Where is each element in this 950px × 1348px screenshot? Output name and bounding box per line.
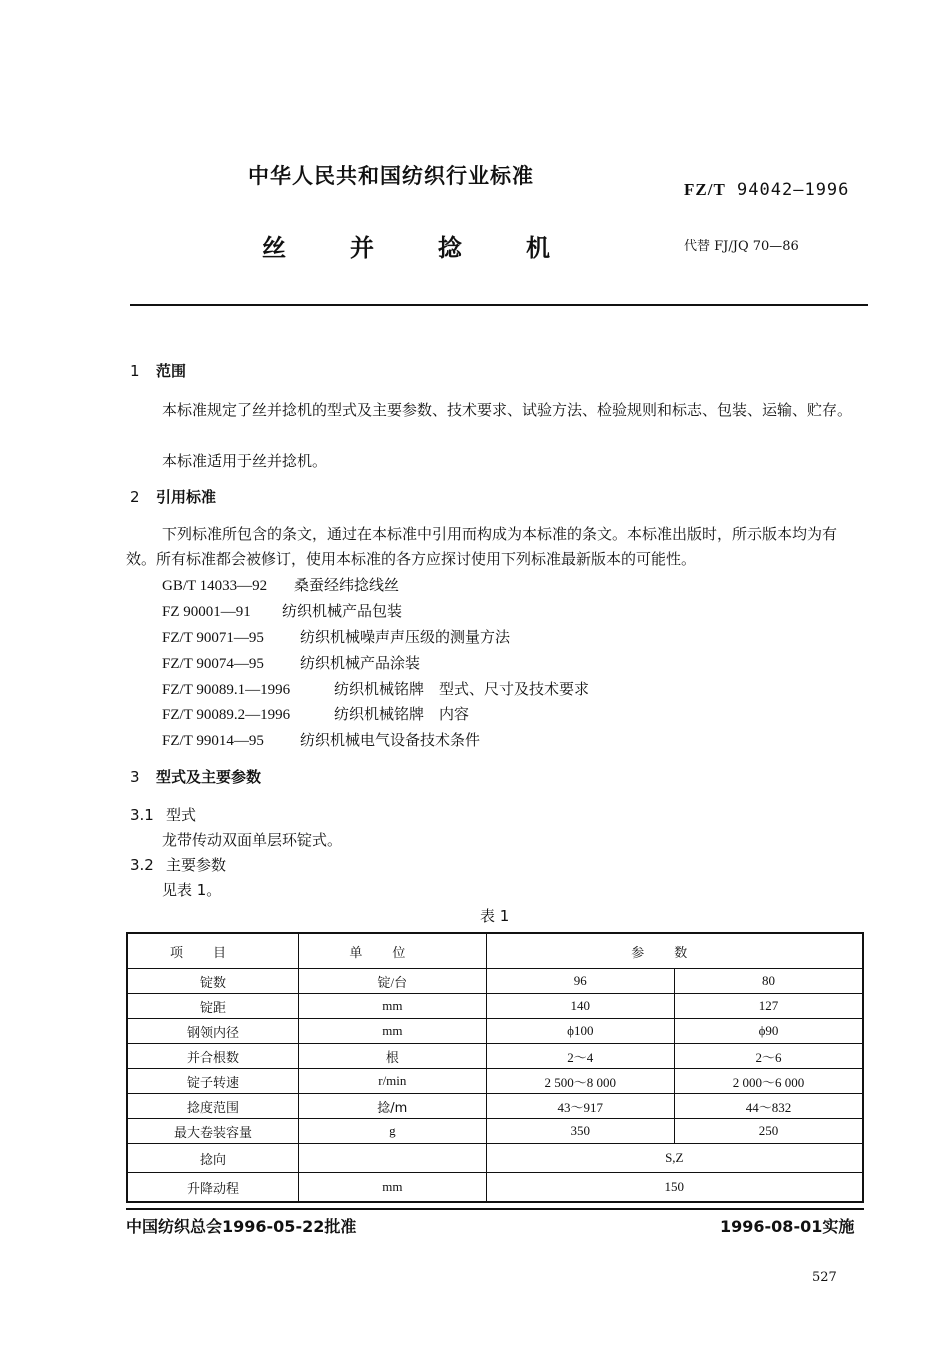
reference-title: 桑蚕经纬捻线丝 xyxy=(294,576,400,594)
reference-title: 纺织机械铭牌 内容 xyxy=(334,705,470,723)
section-2-para-1: 下列标准所包含的条文，通过在本标准中引用而构成为本标准的条文。本标准出版时，所示版本均为有效。所有标准都会被修订，使用本标准的各方应探讨使用下列标准最新版本的可能性。 xyxy=(126,525,838,568)
cell-item: 并合根数 xyxy=(127,1044,299,1069)
cell-unit: 根 xyxy=(299,1044,487,1069)
cell-value-1: 2 500～8 000 xyxy=(486,1069,674,1094)
reference-title: 纺织机械产品包装 xyxy=(282,602,403,620)
cell-item: 捻度范围 xyxy=(127,1094,299,1119)
reference-item xyxy=(162,626,510,647)
section-1-heading xyxy=(130,360,186,381)
reference-item xyxy=(162,703,469,724)
header-item: 项目 xyxy=(127,933,299,969)
section-2-heading xyxy=(130,486,216,507)
cell-item: 钢领内径 xyxy=(127,1019,299,1044)
table-row xyxy=(127,1144,863,1173)
cell-unit: 锭/台 xyxy=(299,969,487,994)
cell-value-2: ϕ90 xyxy=(675,1019,863,1044)
reference-title: 纺织机械铭牌 型式、尺寸及技术要求 xyxy=(334,680,590,698)
subsection-3-1-title: 型式 xyxy=(166,806,197,824)
cell-value-1: 96 xyxy=(486,969,674,994)
cell-merged-value: S,Z xyxy=(486,1144,863,1173)
table-row xyxy=(127,1044,863,1069)
cell-unit: 捻/m xyxy=(299,1094,487,1119)
table-row xyxy=(127,1069,863,1094)
reference-title: 纺织机械产品涂装 xyxy=(300,654,421,672)
cell-value-1: ϕ100 xyxy=(486,1019,674,1044)
table-row xyxy=(127,1119,863,1144)
reference-code: FZ/T 90071—95 xyxy=(162,630,264,646)
section-1-title: 范围 xyxy=(156,362,187,380)
standard-number xyxy=(684,180,849,200)
cell-value-2: 127 xyxy=(675,994,863,1019)
reference-item xyxy=(162,600,402,621)
reference-code: FZ 90001—91 xyxy=(162,604,251,620)
cell-value-2: 80 xyxy=(675,969,863,994)
table-caption: 表 1 xyxy=(480,907,510,925)
table-row xyxy=(127,1094,863,1119)
reference-code: FZ/T 90089.2—1996 xyxy=(162,707,291,723)
subsection-3-2-number: 3.2 xyxy=(130,856,154,874)
parameters-table xyxy=(126,932,864,1203)
cell-item: 最大卷装容量 xyxy=(127,1119,299,1144)
subsection-3-2-title: 主要参数 xyxy=(166,856,227,874)
subsection-3-1-number: 3.1 xyxy=(130,806,154,824)
cell-value-2: 2 000～6 000 xyxy=(675,1069,863,1094)
reference-title: 纺织机械电气设备技术条件 xyxy=(300,731,481,749)
subsection-3-2-text: 见表 1。 xyxy=(162,881,222,899)
header-unit: 单位 xyxy=(299,933,487,969)
cell-item: 升降动程 xyxy=(127,1173,299,1203)
cell-unit: mm xyxy=(299,1019,487,1044)
reference-item xyxy=(162,574,399,595)
effective-date: 1996-08-01实施 xyxy=(720,1217,855,1236)
cell-value-1: 2～4 xyxy=(486,1044,674,1069)
subsection-3-1-text: 龙带传动双面单层环锭式。 xyxy=(162,831,343,849)
section-3-number: 3 xyxy=(130,768,140,786)
section-3-heading xyxy=(130,766,261,787)
header-params: 参数 xyxy=(486,933,863,969)
section-2-title: 引用标准 xyxy=(156,488,217,506)
footer-divider xyxy=(126,1208,864,1210)
cell-unit: g xyxy=(299,1119,487,1144)
table-row xyxy=(127,994,863,1019)
cell-value-2: 250 xyxy=(675,1119,863,1144)
cell-unit: mm xyxy=(299,1173,487,1203)
replaces-standard: 代替 FJ/JQ 70—86 xyxy=(684,239,799,254)
approval-date: 中国纺织总会1996-05-22批准 xyxy=(126,1217,357,1236)
cell-merged-value: 150 xyxy=(486,1173,863,1203)
reference-item xyxy=(162,678,589,699)
table-row xyxy=(127,1173,863,1203)
section-1-para-1: 本标准规定了丝并捻机的型式及主要参数、技术要求、试验方法、检验规则和标志、包装、运输、贮存。 xyxy=(162,401,853,419)
table-row xyxy=(127,1019,863,1044)
organization-title: 中华人民共和国纺织行业标准 xyxy=(248,164,534,188)
page-number: 527 xyxy=(812,1270,837,1285)
section-2-number: 2 xyxy=(130,488,140,506)
reference-code: FZ/T 99014—95 xyxy=(162,733,264,749)
reference-item xyxy=(162,729,480,750)
cell-value-1: 350 xyxy=(486,1119,674,1144)
cell-value-1: 140 xyxy=(486,994,674,1019)
section-1-para-2: 本标准适用于丝并捻机。 xyxy=(162,452,328,470)
cell-value-1: 43～917 xyxy=(486,1094,674,1119)
reference-code: GB/T 14033—92 xyxy=(162,578,268,594)
cell-unit: r/min xyxy=(299,1069,487,1094)
table-row xyxy=(127,969,863,994)
subsection-3-2-heading xyxy=(130,854,226,875)
cell-value-2: 44～832 xyxy=(675,1094,863,1119)
cell-item: 锭距 xyxy=(127,994,299,1019)
cell-item: 锭子转速 xyxy=(127,1069,299,1094)
cell-value-2: 2～6 xyxy=(675,1044,863,1069)
subsection-3-1-heading xyxy=(130,804,196,825)
cell-unit xyxy=(299,1144,487,1173)
reference-title: 纺织机械噪声声压级的测量方法 xyxy=(300,628,511,646)
cell-item: 捻向 xyxy=(127,1144,299,1173)
header-divider xyxy=(130,304,868,306)
section-1-number: 1 xyxy=(130,362,140,380)
reference-item xyxy=(162,652,420,673)
standard-number-value: 94042—1996 xyxy=(737,180,850,200)
reference-code: FZ/T 90089.1—1996 xyxy=(162,682,291,698)
section-3-title: 型式及主要参数 xyxy=(156,768,262,786)
document-title: 丝并捻机 xyxy=(262,234,614,262)
cell-item: 锭数 xyxy=(127,969,299,994)
reference-code: FZ/T 90074—95 xyxy=(162,656,264,672)
cell-unit: mm xyxy=(299,994,487,1019)
standard-number-prefix: FZ/T xyxy=(684,180,726,199)
table-header-row xyxy=(127,933,863,969)
